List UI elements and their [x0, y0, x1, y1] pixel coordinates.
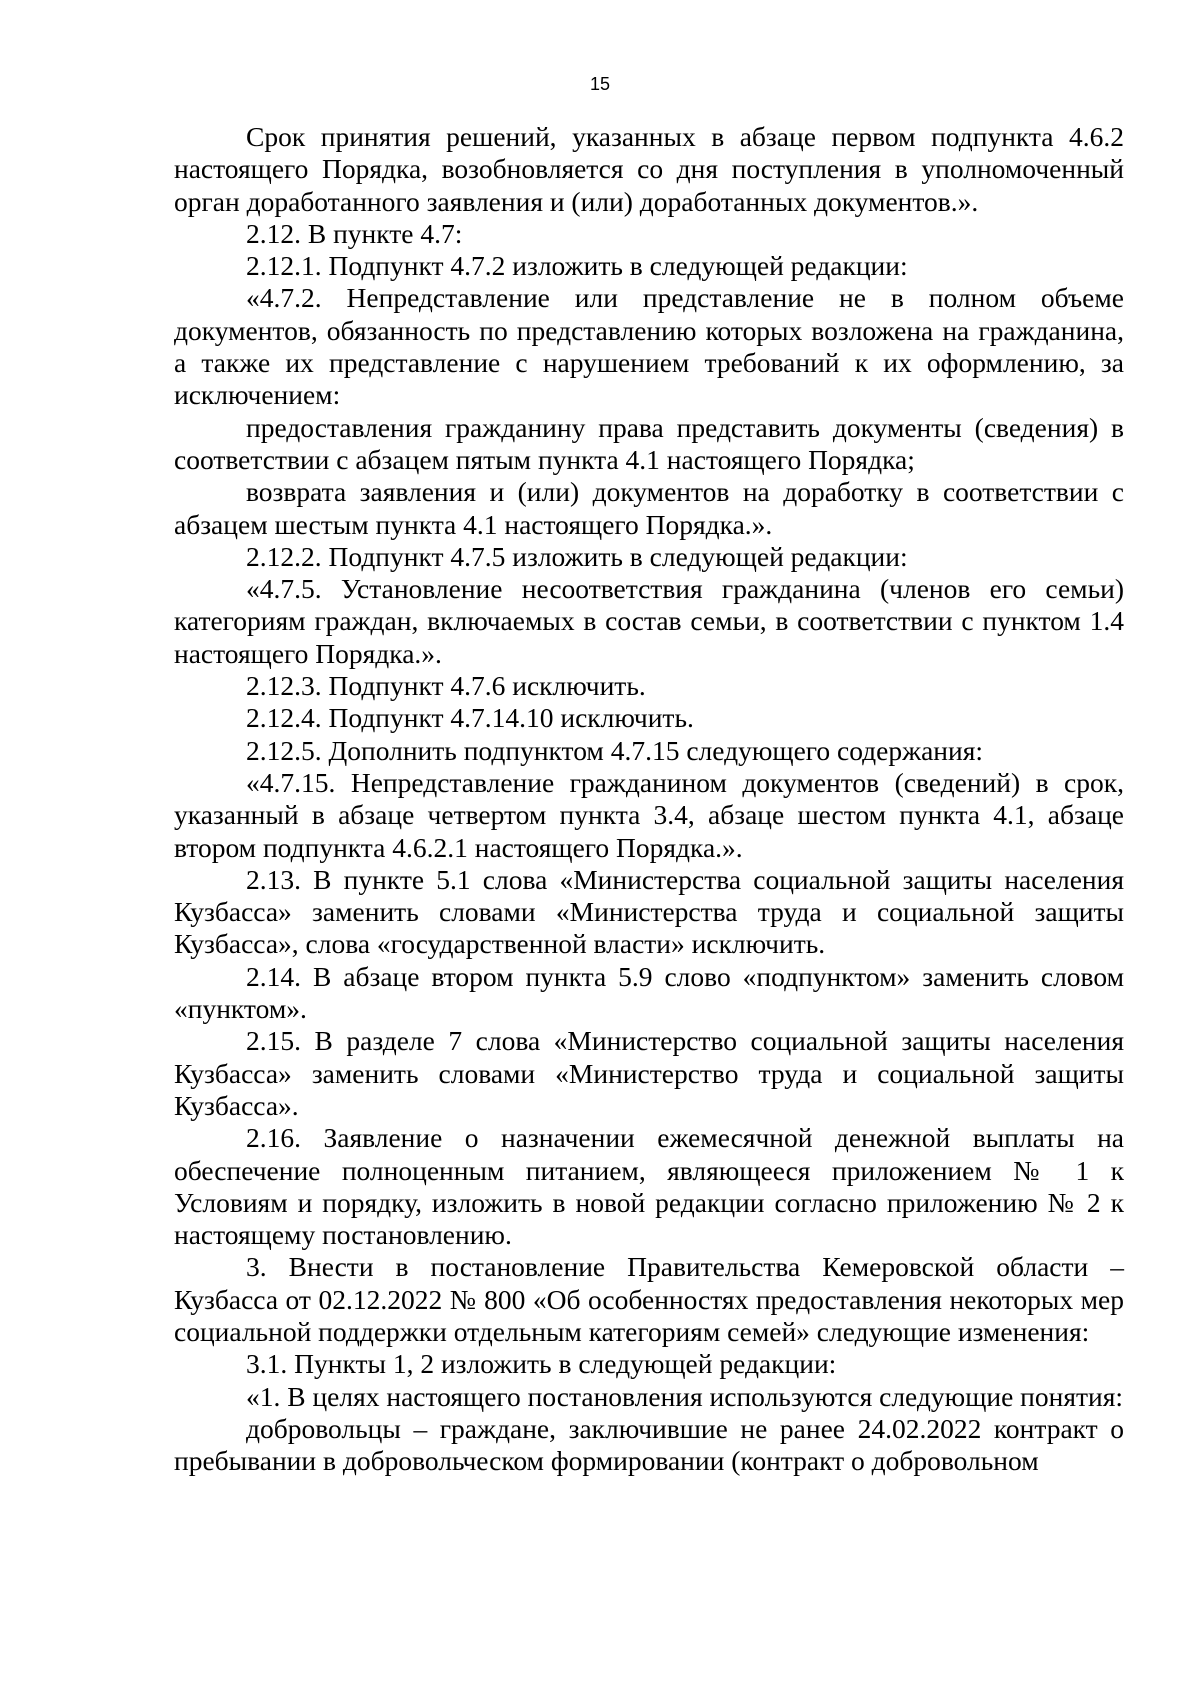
paragraph: Срок принятия решений, указанных в абзаце первом подпункта 4.6.2 настоящего Порядка, возобновляется со дня поступления в уполномоченный орган доработанного заявления и (или) доработанных документов.».	[174, 121, 1124, 217]
paragraph: предоставления гражданину права представить документы (сведения) в соответствии с абзацем пятым пункта 4.1 настоящего Порядка;	[174, 411, 1124, 475]
paragraph: 2.15. В разделе 7 слова «Министерство социальной защиты населения Кузбасса» заменить словами «Министерство труда и социальной защиты Кузбасса».	[174, 1025, 1124, 1121]
paragraph: 2.14. В абзаце втором пункта 5.9 слово «подпунктом» заменить словом «пунктом».	[174, 960, 1124, 1025]
paragraph: 2.12.3. Подпункт 4.7.6 исключить.	[246, 670, 646, 702]
paragraph: 2.13. В пункте 5.1 слова «Министерства социальной защиты населения Кузбасса» заменить словами «Министерства труда и социальной защиты Кузбасса», слова «государственной власти» исключить.	[174, 863, 1124, 960]
paragraph: возврата заявления и (или) документов на доработку в соответствии с абзацем шестым пункта 4.1 настоящего Порядка.».	[174, 476, 1124, 540]
paragraph: 2.16. Заявление о назначении ежемесячной денежной выплаты на обеспечение полноценным питанием, являющееся приложением № 1 к Условиям и порядку, изложить в новой редакции согласно приложению № 2 к настоящему постановлению.	[174, 1122, 1124, 1251]
document-body	[174, 121, 1124, 1477]
paragraph: 2.12.4. Подпункт 4.7.14.10 исключить.	[246, 702, 694, 734]
paragraph: 2.12.2. Подпункт 4.7.5 изложить в следующей редакции:	[246, 540, 908, 572]
paragraph: добровольцы – граждане, заключившие не ранее 24.02.2022 контракт о пребывании в добровольческом формировании (контракт о добровольном	[174, 1412, 1124, 1477]
paragraph: «4.7.2. Непредставление или представление не в полном объеме документов, обязанность по представлению которых возложена на гражданина, а также их представление с нарушением требований к их оформлению, за исключением:	[174, 282, 1124, 411]
paragraph: «4.7.5. Установление несоответствия гражданина (членов его семьи) категориям граждан, включаемых в состав семьи, в соответствии с пунктом 1.4 настоящего Порядка.».	[174, 573, 1124, 669]
paragraph: 2.12. В пункте 4.7:	[246, 217, 463, 249]
paragraph: 2.12.1. Подпункт 4.7.2 изложить в следующей редакции:	[246, 250, 908, 282]
paragraph: 3.1. Пункты 1, 2 изложить в следующей редакции:	[246, 1348, 837, 1380]
paragraph: «1. В целях настоящего постановления используются следующие понятия:	[246, 1380, 1124, 1412]
paragraph: 3. Внести в постановление Правительства Кемеровской области – Кузбасса от 02.12.2022 № 800 «Об особенностях предоставления некоторых мер социальной поддержки отдельным категориям семей» следующие изменения:	[174, 1251, 1124, 1347]
paragraph: 2.12.5. Дополнить подпунктом 4.7.15 следующего содержания:	[246, 734, 984, 766]
paragraph: «4.7.15. Непредставление гражданином документов (сведений) в срок, указанный в абзаце четвертом пункта 3.4, абзаце шестом пункта 4.1, абзаце втором подпункта 4.6.2.1 настоящего Порядка.».	[174, 766, 1124, 863]
page-number: 15	[589, 74, 611, 94]
